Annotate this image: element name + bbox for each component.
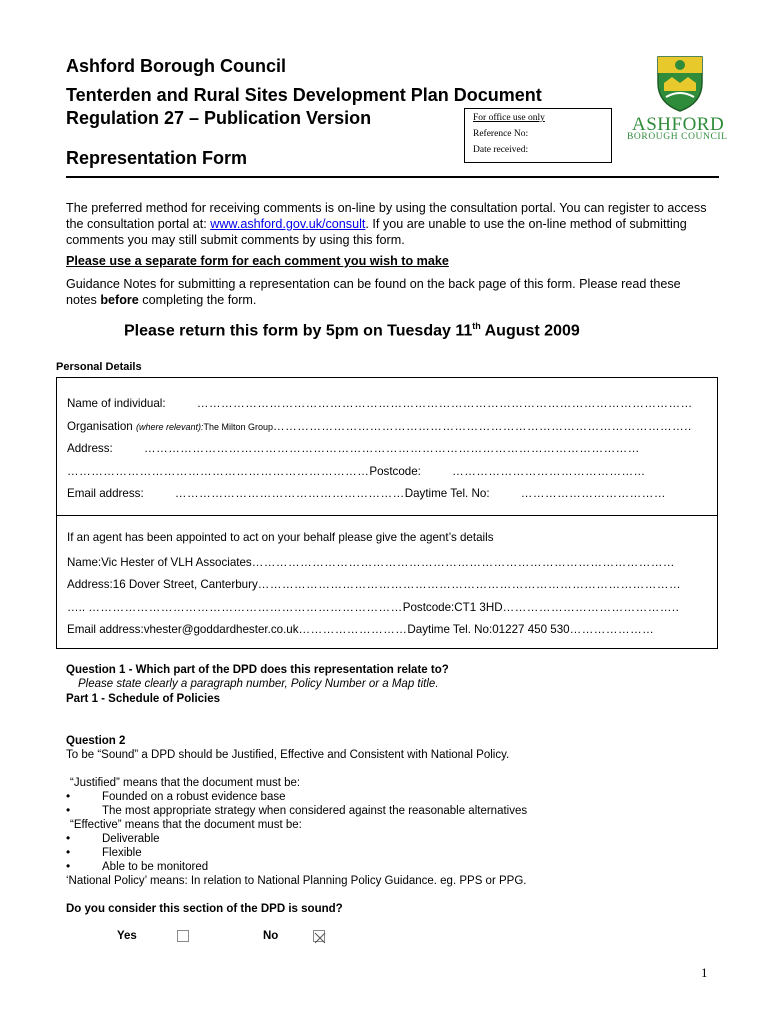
- council-name: Ashford Borough Council: [66, 56, 286, 76]
- agent-postcode-label: Postcode:: [402, 601, 455, 614]
- question1-answer[interactable]: Part 1 - Schedule of Policies: [66, 693, 221, 705]
- name-field[interactable]: ……………………………………………………………………………………………………………: [196, 397, 693, 410]
- organisation-field[interactable]: …………………………………………………………………………………………..: [273, 420, 692, 433]
- document-title: Tenterden and Rural Sites Development Plan Document: [66, 85, 542, 105]
- agent-tel-value[interactable]: 01227 450 530: [492, 623, 570, 636]
- guidance-text: Guidance Notes for submitting a representation can be found on the back page of this form. Please read these notes: [66, 277, 681, 307]
- document-version: Regulation 27 – Publication Version: [66, 108, 372, 128]
- postcode-field[interactable]: …………………………………………: [452, 465, 646, 478]
- question1-hint: Please state clearly a paragraph number, Policy Number or a Map title.: [78, 678, 439, 690]
- guidance-paragraph: [66, 276, 706, 308]
- consult-link[interactable]: www.ashford.gov.uk/consult: [210, 217, 366, 231]
- organisation-value[interactable]: The Milton Group: [203, 422, 274, 432]
- bullet-icon: •: [66, 859, 71, 873]
- justified-item: The most appropriate strategy when considered against the reasonable alternatives: [102, 805, 528, 817]
- office-reference-label: Reference No:: [473, 129, 529, 139]
- address2-postcode-row[interactable]: [67, 465, 646, 478]
- justified-definition: “Justified” means that the document must be:: [70, 777, 301, 789]
- email-field[interactable]: …………………………………………………: [174, 487, 405, 500]
- agent-name-label: Name:: [67, 556, 102, 569]
- personal-details-heading: Personal Details: [56, 361, 142, 373]
- agent-name-field[interactable]: ……………………………………………………………………………………………: [251, 556, 676, 569]
- agent-email-label: Email address:: [67, 623, 144, 636]
- ashford-crest-logo: [652, 53, 708, 113]
- form-title: Representation Form: [66, 148, 248, 168]
- bullet-icon: •: [66, 803, 71, 817]
- return-deadline-text: Please return this form by 5pm on Tuesday 11: [124, 322, 473, 340]
- agent-address-value[interactable]: 16 Dover Street, Canterbury: [112, 578, 258, 591]
- agent-email-field[interactable]: ………………………: [298, 623, 408, 636]
- sound-question: Do you consider this section of the DPD is sound?: [66, 903, 343, 915]
- no-label: No: [263, 930, 279, 942]
- agent-name-row[interactable]: [67, 556, 675, 569]
- intro-text-end: . If you are unable to use the on-line method of submitting comments you may still submit comments by using this form.: [66, 217, 687, 247]
- organisation-label: Organisation: [67, 420, 136, 433]
- agent-address-label: Address:: [67, 578, 113, 591]
- national-policy-definition: ‘National Policy’ means: In relation to National Planning Policy Guidance. eg. PPS or PPG.: [66, 875, 527, 887]
- agent-address2-field[interactable]: ……………………………………………………………………: [88, 601, 403, 614]
- postcode-label: Postcode:: [369, 465, 421, 478]
- office-date-label: Date received:: [473, 145, 529, 155]
- agent-email-tel-row[interactable]: [67, 623, 654, 636]
- agent-intro: If an agent has been appointed to act on your behalf please give the agent’s details: [67, 531, 494, 544]
- bullet-icon: •: [66, 845, 71, 859]
- crest-icon: [652, 53, 708, 113]
- tel-field[interactable]: ………………………………: [520, 487, 666, 500]
- justified-item: Founded on a robust evidence base: [102, 791, 286, 803]
- agent-divider: [57, 515, 717, 516]
- question2-intro: To be “Sound” a DPD should be Justified, Effective and Consistent with National Policy.: [66, 749, 510, 761]
- guidance-text-end: completing the form.: [138, 293, 257, 307]
- address2-field[interactable]: …………………………………………………………………: [67, 465, 370, 478]
- yes-checkbox[interactable]: [177, 930, 189, 942]
- agent-postcode-field[interactable]: ……………………………………..: [502, 601, 680, 614]
- email-label: Email address:: [67, 487, 144, 500]
- header-divider: [66, 176, 719, 178]
- bullet-icon: •: [66, 789, 71, 803]
- bullet-icon: •: [66, 831, 71, 845]
- effective-item: Flexible: [102, 847, 142, 859]
- agent-address2-prefix: …..: [67, 601, 86, 614]
- name-label: Name of individual:: [67, 397, 166, 410]
- question1-heading: Question 1 - Which part of the DPD does this representation relate to?: [66, 664, 449, 676]
- page-number: 1: [701, 965, 708, 980]
- cross-mark-icon: [314, 932, 326, 944]
- office-use-title: For office use only: [473, 113, 545, 123]
- agent-name-value[interactable]: Vic Hester of VLH Associates: [101, 556, 252, 569]
- effective-definition: “Effective” means that the document must be:: [70, 819, 302, 831]
- return-deadline: [124, 321, 580, 340]
- no-checkbox[interactable]: [313, 930, 325, 942]
- yes-label: Yes: [117, 930, 137, 942]
- name-row[interactable]: [67, 397, 693, 410]
- question2-heading: Question 2: [66, 735, 126, 747]
- agent-postcode-row[interactable]: [67, 601, 679, 614]
- organisation-hint: (where relevant):: [135, 422, 204, 432]
- office-use-box: [464, 108, 612, 163]
- organisation-row[interactable]: [67, 420, 692, 433]
- intro-paragraph: [66, 200, 716, 248]
- guidance-bold: before: [100, 293, 139, 307]
- address-label: Address:: [67, 442, 113, 455]
- effective-item: Able to be monitored: [102, 861, 209, 873]
- return-deadline-month: August 2009: [480, 322, 580, 340]
- agent-tel-label: Daytime Tel. No:: [407, 623, 493, 636]
- logo-text-ashford: ASHFORD: [632, 114, 725, 135]
- return-deadline-sup: th: [472, 321, 481, 331]
- logo-text-borough: BOROUGH COUNCIL: [627, 132, 728, 142]
- intro-text: The preferred method for receiving comments is on-line by using the consultation portal. You can register to access the consultation portal at:: [66, 201, 707, 231]
- agent-address-field[interactable]: ……………………………………………………………………………………………: [257, 578, 682, 591]
- effective-item: Deliverable: [102, 833, 160, 845]
- separate-form-notice: Please use a separate form for each comment you wish to make: [66, 254, 449, 268]
- agent-postcode-value[interactable]: CT1 3HD: [454, 601, 503, 614]
- agent-tel-field[interactable]: …………………: [569, 623, 655, 636]
- email-tel-row[interactable]: [67, 487, 666, 500]
- tel-label: Daytime Tel. No:: [404, 487, 490, 500]
- agent-address-row[interactable]: [67, 578, 681, 591]
- address-field[interactable]: ……………………………………………………………………………………………………………: [144, 442, 640, 455]
- agent-email-value[interactable]: vhester@goddardhester.co.uk: [143, 623, 299, 636]
- address-row[interactable]: [67, 442, 640, 455]
